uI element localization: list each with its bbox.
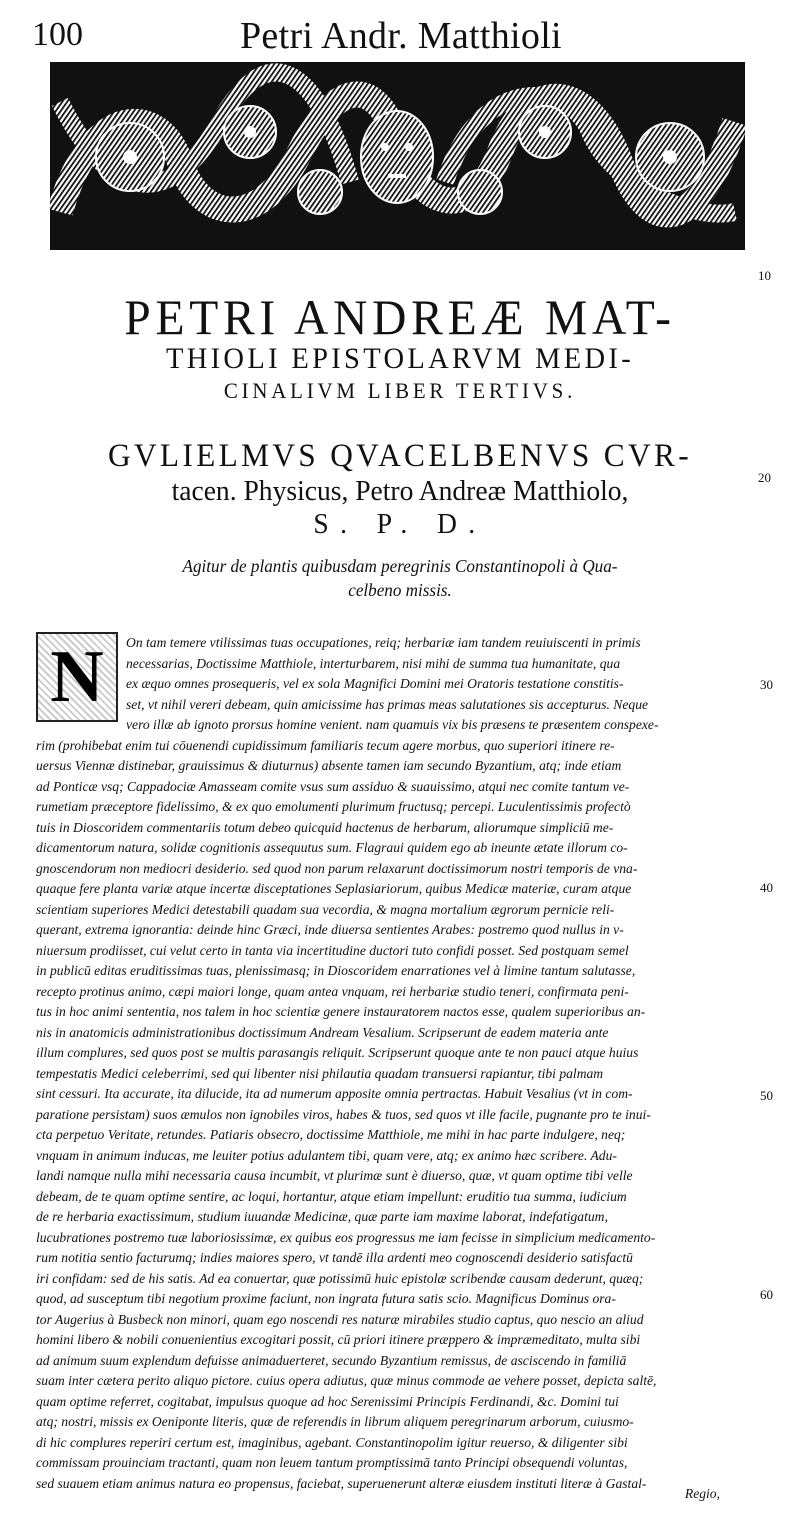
body-text-line: di hic complures reperiri certum est, imaginibus, agebant. Constantinopolim igitur reuerso, & diligenter sibi: [36, 1434, 628, 1450]
margin-line-number: 40: [760, 880, 773, 895]
book-title-line-1: PETRI ANDREÆ MAT-: [124, 289, 676, 345]
body-text-line: commissam prouinciam tractanti, quam non leuem tantum promptissimā tanto Principi obsequendi voluntas,: [36, 1455, 628, 1470]
body-text-line: rim (prohibebat enim tui cōuenendi cupidissimum familiaris tecum agere morbus, quo superiori itinere re-: [36, 737, 615, 753]
letter-heading-line-3: S. P. D.: [313, 508, 487, 540]
book-title-line-3: CINALIVM LIBER TERTIVS.: [223, 378, 577, 403]
body-text-line: On tam temere vtilissimas tuas occupationes, reiq; herbariæ iam tandem reuiuiscenti in primis: [126, 635, 641, 650]
body-text-line: gnoscendorum non mediocri desiderio. sed quod non parum relaxarunt doctissimorum nostri temporis de vna-: [36, 860, 638, 876]
body-text-line: rum notitia sentio facturumq; indies maiores spero, vt tandē illa ardenti meo cognoscendi desiderio satisfactū: [36, 1250, 633, 1265]
margin-line-number: 10: [758, 268, 771, 283]
body-text-line: lucubrationes postremo tuæ laboriosissimæ, ex quibus eos progressus me iam fecisse in simplicium medicamento-: [36, 1229, 656, 1245]
letter-heading-line-2: tacen. Physicus, Petro Andreæ Matthiolo,: [171, 475, 629, 507]
page-number: 100: [32, 16, 83, 53]
body-text-line: illum complures, sed quos post se multis parasangis reliquit. Scripserunt quoque ante te non pauci atque huius: [36, 1045, 639, 1060]
body-text-line: sint cessuri. Ita accurate, ita dilucide, ita ad numerum apposite omnia pertractas. Habuit Vesalius (vt in com-: [36, 1086, 633, 1101]
body-text-line: set, vt nihil vereri debeam, quin amicissime has primas meas salutationes sis accepturus. Neque: [126, 696, 649, 712]
body-text-line: querant, extrema ignorantia: deinde hinc Græci, inde diuersa sentientes Arabes: postremo quod nullus in v-: [36, 922, 624, 937]
margin-line-number: 60: [760, 1287, 773, 1302]
body-text-line: niuersum prodiisset, cui velut certo in tanta via incertitudine ductori tuto confidi posset. Sed postquam semel: [36, 942, 629, 958]
letter-heading-line-1: GVLIELMVS QVACELBENVS CVR-: [107, 438, 693, 474]
margin-line-number: 20: [758, 470, 771, 485]
body-text-line: iri confidam: sed de his satis. Ad ea conuertar, quæ potissimū huic epistolæ scribendæ causam dederunt, quæq;: [36, 1270, 644, 1286]
body-text-line: landi namque nulla mihi necessaria causa incumbit, vt plurimæ sunt è diuerso, quæ, vt quam optime tibi velle: [36, 1168, 633, 1183]
letter-summary-line-2: celbeno missis.: [348, 580, 452, 600]
drop-cap: [36, 632, 118, 722]
body-text-line: quaque fere planta variæ atque incertæ disceptationes Seplasiariorum, quibus Medicæ materiæ, curam atque: [36, 881, 632, 896]
drop-cap-letter: N: [50, 636, 104, 718]
running-head: Petri Andr. Matthioli: [240, 15, 562, 57]
letter-summary-line-1: Agitur de plantis quibusdam peregrinis Constantinopoli à Qua-: [182, 556, 618, 576]
ornamental-headpiece-icon: [50, 62, 745, 250]
body-text-line: vero illæ ab ignoto prorsus homine venient. nam quamuis vix bis præsens te præsentem conspexe-: [126, 717, 659, 732]
body-text-line: scientiam superiores Medici detestabili quadam sua vecordia, & magna mortalium ægrorum pernicie reli-: [36, 901, 615, 917]
body-text-line: homini libero & nobili conuenientius excogitari possit, cū priori itinere præppero & impræmeditato, multa sibi: [36, 1332, 641, 1347]
body-text-line: nis in anatomicis administrationibus doctissimum Andream Vesalium. Scripserunt de eadem materia ante: [36, 1024, 609, 1040]
body-text-line: atq; nostri, missis ex Oenipontе literis, quæ de referendis in librum aliquem peregrinarum arborum, cuiusmo-: [36, 1414, 634, 1429]
margin-line-number: 50: [760, 1088, 773, 1103]
body-text-line: uersus Viennæ distinebar, grauissimus & diuturnus) absente tamen iam secundo Byzantium, atq; inde etiam: [36, 758, 622, 773]
book-title-line-2: THIOLI EPISTOLARVM MEDI-: [165, 342, 635, 375]
body-text-line: rumetiam præceptore fidelissimo, & ex quo emolumenti plurimum fructusq; percepi. Luculentissimis profectò: [36, 799, 631, 814]
body-text-line: ad animum suum explendum defuisse animaduerteret, secundo Byzantium remissus, de asciscendo in familiā: [36, 1352, 627, 1368]
page-header: [0, 0, 800, 60]
body-text-line: cta perpetuo Veritate, retundes. Patiaris obsecro, doctissime Matthiole, me mihi in hac parte indulgere, neq;: [36, 1127, 626, 1142]
body-text-line: in publicū editas eruditissimas tuas, plenissimasq; in Dioscoridem enarrationes vel à limine tantum salutasse,: [36, 963, 636, 978]
body-text-line: ad Ponticæ vsq; Cappadociæ Amasseam comite vsus sum assiduo & suauissimo, atqui nec comite tantum ve-: [36, 778, 630, 794]
margin-line-number: 30: [760, 677, 773, 692]
body-text-line: dicamentorum natura, solidæ cognitionis assequutus sum. Flagraui quidem ego ab ineunte ætate illorum co-: [36, 840, 628, 855]
body-text-line: vnquam in animum inducas, me leuiter potius adulantem tibi, quam vere, atq; ex animo hæc scribere. Adu-: [36, 1147, 617, 1163]
body-text-line: quod, ad susceptum tibi negotium proxime faciunt, non ingrata futura satis scio. Magnificus Dominus ora-: [36, 1291, 616, 1306]
body-text-line: ex æquo omnes prosequeris, vel ex sola Magnifici Domini mei Oratoris testatione constitis-: [126, 676, 624, 691]
catchword: Regio,: [684, 1486, 720, 1501]
body-text-line: tus in hoc animi sententia, nos talem in hoc scientiæ genere instauratorem nactos esse, qualem superioribus an-: [36, 1004, 646, 1019]
body-text-line: tor Augerius à Busbeck non minori, quam ego noscendi res naturæ mirabiles studio captus, quo nescio an aliud: [36, 1311, 644, 1327]
body-text-line: necessarias, Doctissime Matthiole, interturbarem, nisi mihi de summa tua humanitate, qua: [126, 655, 621, 671]
body-text-line: recepto protinus animo, cæpi maiori longe, quam antea vnquam, rei herbariæ studio teneri, confirmata peni-: [36, 983, 629, 999]
body-text-line: quam optime referret, cogitabat, impulsus quoque ad hoc Serenissimi Principis Ferdinandi, &c. Domini tui: [36, 1393, 619, 1409]
body-text-line: de re herbaria exactissimum, studium iuuandæ Medicinæ, quæ parte iam maxime laborat, indefatigatum,: [36, 1209, 608, 1224]
body-text-line: tuis in Dioscoridem commentariis totum debeo quicquid hactenus de herbarum, aliorumque simpliciū me-: [36, 819, 614, 835]
body-text-line: tempestatis Medici celeberrimi, sed qui libenter nisi philautia quadam transuersi rapiantur, tibi palmam: [36, 1065, 604, 1081]
body-text-line: paratione persistam) suos æmulos non ignobiles viros, habes & tuos, sed quos vt ille facile, pugnante pro te inui-: [36, 1106, 651, 1122]
body-text-line: suam inter cætera perito aliquo pictore. cuius opera adiutus, quæ minus commode ae vehere posset, depicta saltē,: [36, 1373, 657, 1388]
body-text-line: sed suauem etiam animus natura eo propensus, faciebat, superuenerunt alteræ eiusdem instituti literæ à Gastal-: [36, 1475, 647, 1491]
body-text-line: debeam, de te quam optime sentire, ac loqui, hortantur, atque etiam impellunt: eruditio tua summa, iudicium: [36, 1188, 627, 1204]
